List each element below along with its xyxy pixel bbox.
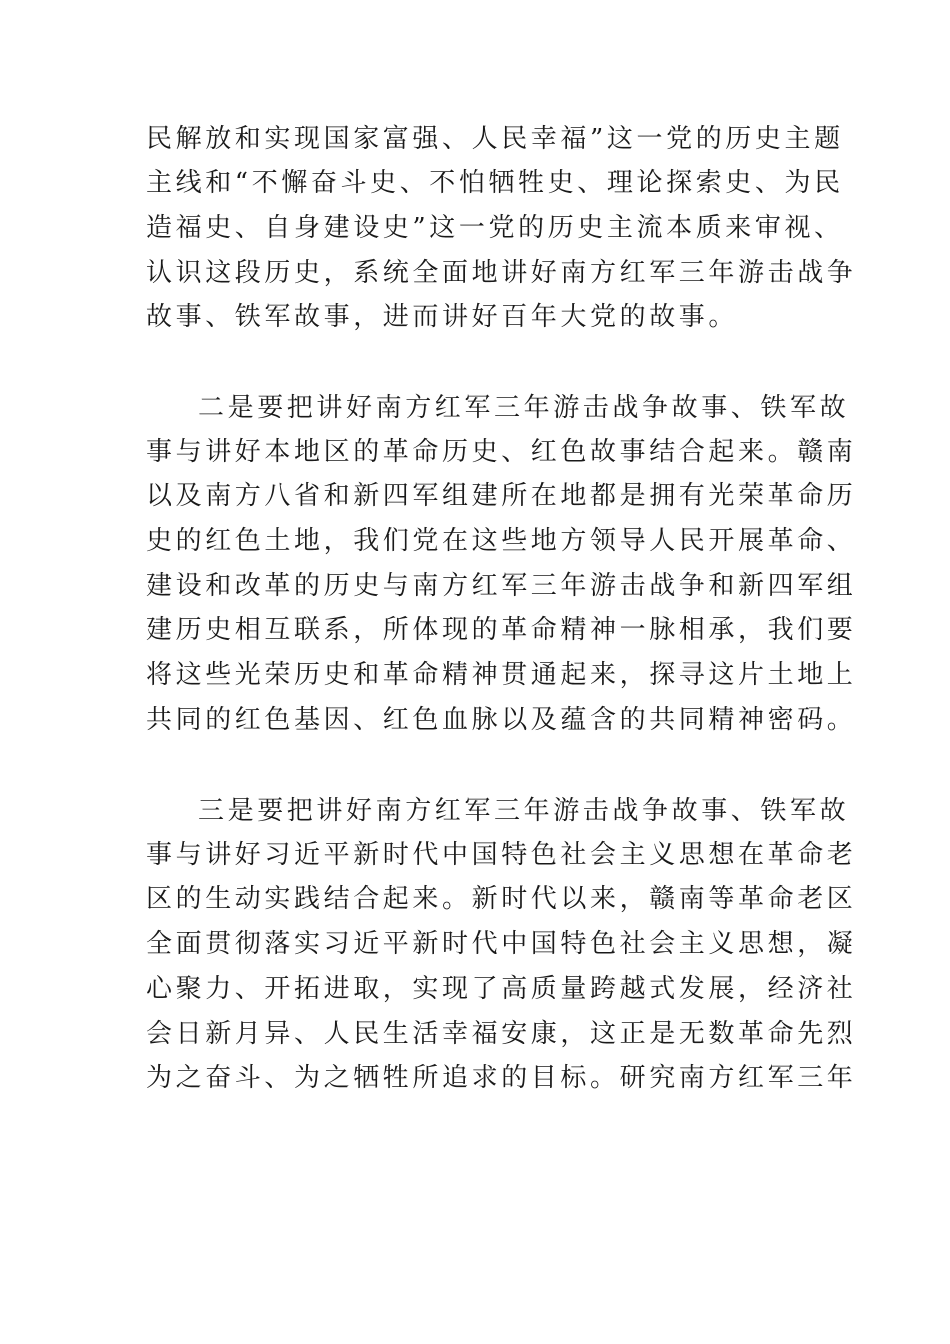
paragraph-line: 事与讲好习近平新时代中国特色社会主义思想在革命老: [146, 840, 857, 870]
paragraph-line: 主线和“不懈奋斗史、不怕牺牲史、理论探索史、为民: [146, 168, 844, 198]
paragraph-line: 三是要把讲好南方红军三年游击战争故事、铁军故: [198, 796, 850, 826]
paragraph-line: 区的生动实践结合起来。新时代以来，赣南等革命老区: [146, 884, 857, 914]
paragraph-line: 全面贯彻落实习近平新时代中国特色社会主义思想，凝: [146, 929, 857, 959]
paragraph-line: 事与讲好本地区的革命历史、红色故事结合起来。赣南: [146, 437, 857, 467]
paragraph-line: 会日新月异、人民生活幸福安康，这正是无数革命先烈: [146, 1019, 857, 1049]
paragraph-line: 故事、铁军故事，进而讲好百年大党的故事。: [146, 302, 739, 332]
paragraph-line: 将这些光荣历史和革命精神贯通起来，探寻这片土地上: [146, 660, 857, 690]
paragraph-line: 建历史相互联系，所体现的革命精神一脉相承，我们要: [146, 615, 857, 645]
paragraph-line: 二是要把讲好南方红军三年游击战争故事、铁军故: [198, 393, 850, 423]
paragraph-line: 以及南方八省和新四军组建所在地都是拥有光荣革命历: [146, 481, 857, 511]
paragraph-line: 认识这段历史，系统全面地讲好南方红军三年游击战争: [146, 258, 857, 288]
paragraph-line: 共同的红色基因、红色血脉以及蕴含的共同精神密码。: [146, 705, 857, 735]
paragraph-line: 造福史、自身建设史”这一党的历史主流本质来审视、: [146, 213, 844, 243]
paragraph-line: 史的红色土地，我们党在这些地方领导人民开展革命、: [146, 526, 857, 556]
paragraph-line: 民解放和实现国家富强、人民幸福”这一党的历史主题: [146, 124, 844, 154]
paragraph-line: 建设和改革的历史与南方红军三年游击战争和新四军组: [146, 571, 857, 601]
paragraph-line: 为之奋斗、为之牺牲所追求的目标。研究南方红军三年: [146, 1063, 857, 1093]
paragraph-line: 心聚力、开拓进取，实现了高质量跨越式发展，经济社: [146, 974, 857, 1004]
